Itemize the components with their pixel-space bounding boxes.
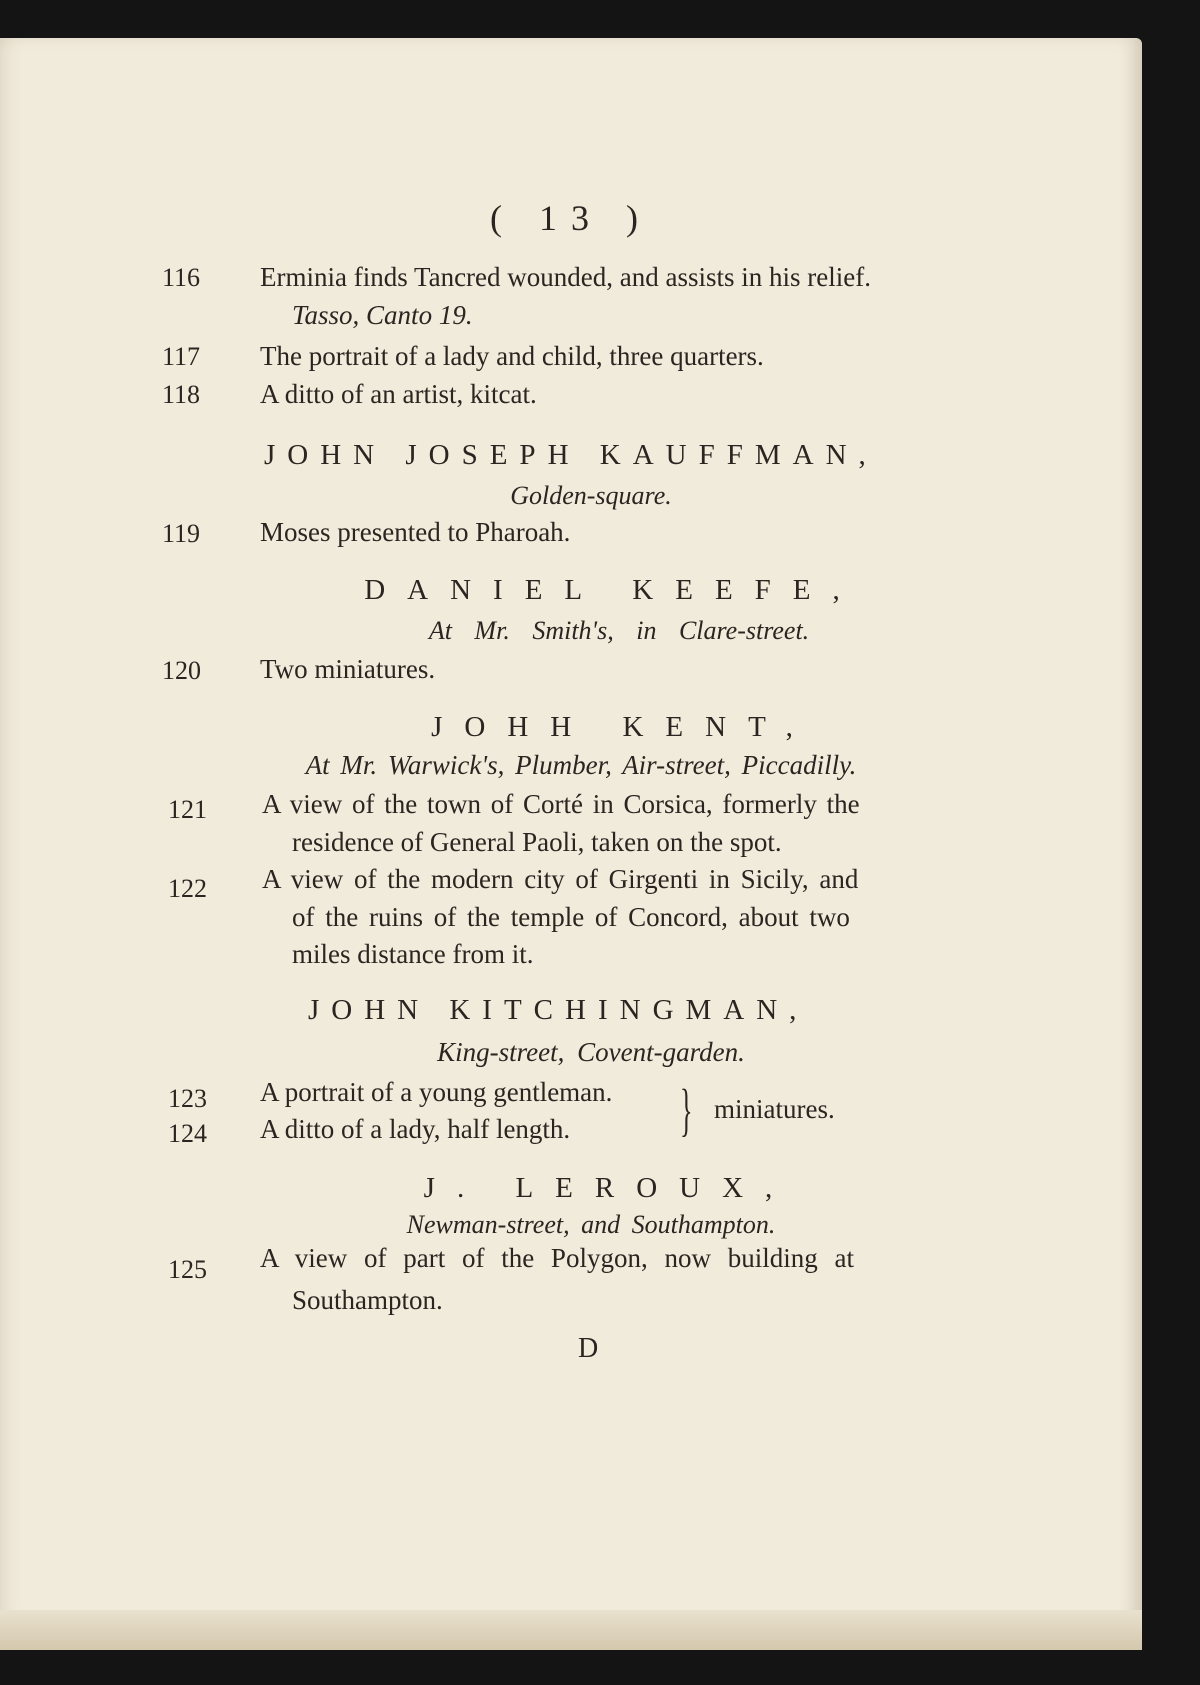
artist-address: Golden-square.: [510, 481, 672, 510]
entry-text: A ditto of a lady, half length.: [260, 1114, 571, 1144]
entry-number: 119: [162, 519, 201, 548]
entry-text: The portrait of a lady and child, three quarters.: [260, 341, 764, 371]
entry-number: 125: [168, 1255, 207, 1284]
page-number: ( 13 ): [490, 198, 652, 238]
entry-number: 118: [162, 380, 201, 409]
entry-text: A view of the modern city of Girgenti in Sicily, and: [262, 864, 859, 894]
entry-text: Moses presented to Pharoah.: [260, 517, 571, 547]
entry-text: residence of General Paoli, taken on the spot.: [292, 827, 782, 857]
artist-address: At Mr. Smith's, in Clare-street.: [428, 616, 810, 645]
entry-text: Erminia finds Tancred wounded, and assists in his relief.: [260, 262, 871, 292]
signature-mark: D: [578, 1333, 599, 1364]
entry-source: Tasso, Canto 19.: [292, 300, 473, 330]
entry-number: 124: [168, 1119, 207, 1148]
entry-number: 117: [162, 342, 201, 371]
artist-name: JOHN JOSEPH KAUFFMAN,: [264, 439, 878, 471]
entry-text: Southampton.: [292, 1285, 443, 1315]
entry-number: 123: [168, 1084, 207, 1113]
artist-name: DANIEL KEEFE,: [364, 574, 862, 606]
artist-address: King-street, Covent-garden.: [437, 1037, 745, 1067]
artist-name: JOHH KENT,: [431, 711, 815, 743]
entry-text: Two miniatures.: [260, 654, 436, 684]
entry-text: A view of the town of Corté in Corsica, formerly the: [262, 789, 860, 819]
entry-text: miles distance from it.: [292, 939, 534, 969]
entry-text: of the ruins of the temple of Concord, about two: [292, 902, 850, 932]
artist-address: Newman-street, and Southampton.: [406, 1210, 776, 1239]
page-bottom-edge: [0, 1610, 1142, 1650]
entry-number: 122: [168, 874, 207, 903]
entry-text: A ditto of an artist, kitcat.: [260, 379, 537, 409]
entry-text: A view of part of the Polygon, now building at: [260, 1243, 854, 1273]
artist-name: J. LEROUX,: [423, 1172, 795, 1204]
artist-address: At Mr. Warwick's, Plumber, Air-street, Piccadilly.: [305, 750, 857, 780]
entry-number: 120: [162, 656, 201, 685]
artist-name: JOHN KITCHINGMAN,: [308, 994, 809, 1026]
entry-number: 121: [168, 795, 207, 824]
bracket-note: miniatures.: [714, 1094, 835, 1124]
entry-text: A portrait of a young gentleman.: [260, 1077, 613, 1107]
bracket-brace: }: [680, 1077, 693, 1142]
entry-number: 116: [162, 263, 201, 292]
